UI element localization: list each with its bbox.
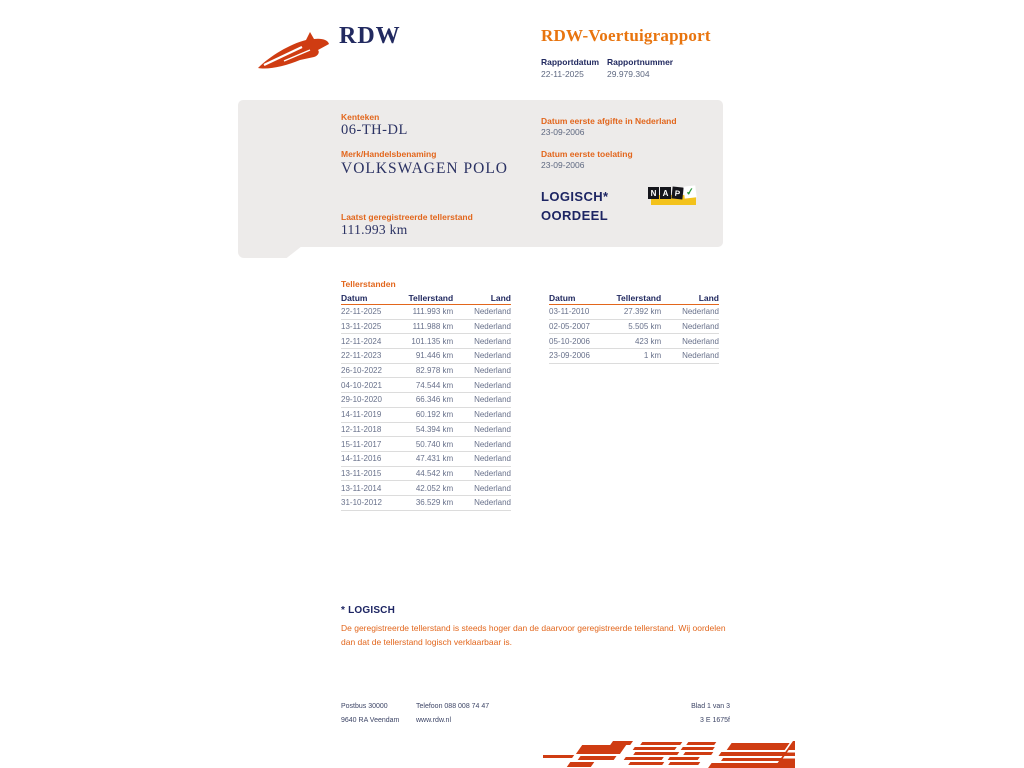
table-cell: 13-11-2025 xyxy=(341,322,382,332)
table-cell: 29-10-2020 xyxy=(341,395,382,405)
table-cell: 12-11-2024 xyxy=(341,336,382,346)
footer-meta xyxy=(600,700,730,728)
nap-logo xyxy=(648,185,698,210)
footer-phone: Telefoon 088 008 74 47 xyxy=(416,703,490,710)
afgifte-value: 23-09-2006 xyxy=(541,127,585,137)
nap-check-icon: ✓ xyxy=(685,186,695,198)
oordeel-line1: LOGISCH* xyxy=(541,189,609,204)
table-cell: Nederland xyxy=(474,322,511,332)
kenteken-label: Kenteken xyxy=(341,112,380,122)
nap-letter-a: A xyxy=(660,187,671,199)
table-cell: 14-11-2019 xyxy=(341,410,382,420)
table-row xyxy=(341,408,511,423)
table-cell: 54.394 km xyxy=(415,424,454,434)
rdw-logo-text: RDW xyxy=(339,23,401,49)
table-row xyxy=(341,437,511,452)
report-date-label: Rapportdatum xyxy=(541,57,600,67)
col-header-land: Land xyxy=(698,293,719,303)
table-cell: 05-10-2006 xyxy=(549,336,590,346)
table-cell: 12-11-2018 xyxy=(341,424,382,434)
table-cell: Nederland xyxy=(474,366,511,376)
table-cell: Nederland xyxy=(474,439,511,449)
table-cell: Nederland xyxy=(474,380,511,390)
footnote-text: De geregistreerde tellerstand is steeds hoger dan de daarvoor geregistreerde tellerstand. Wij oordelen dan dat de tellerstand logisch verklaarbaar is. xyxy=(341,623,726,647)
footer-address-line1: Postbus 30000 xyxy=(341,703,388,710)
table-cell: 60.192 km xyxy=(415,410,454,420)
table-cell: 111.988 km xyxy=(412,322,454,332)
table-body xyxy=(341,305,511,511)
table-cell: 27.392 km xyxy=(623,307,662,317)
merk-label: Merk/Handelsbenaming xyxy=(341,149,437,159)
rdw-deco-stripes-graphic xyxy=(543,741,795,768)
table-cell: Nederland xyxy=(474,336,511,346)
table-cell: Nederland xyxy=(474,483,511,493)
table-cell: Nederland xyxy=(682,307,719,317)
table-cell: 26-10-2022 xyxy=(341,366,382,376)
page-title: RDW-Voertuigrapport xyxy=(541,26,711,45)
report-number-label: Rapportnummer xyxy=(607,57,674,67)
col-header-datum: Datum xyxy=(549,293,576,303)
summary-box-tab xyxy=(238,246,302,258)
table-cell: 03-11-2010 xyxy=(549,307,590,317)
table-row xyxy=(341,320,511,335)
oordeel-line2: OORDEEL xyxy=(541,208,609,223)
col-header-land: Land xyxy=(490,293,511,303)
report-date-value: 22-11-2025 xyxy=(541,69,584,79)
table-row xyxy=(341,378,511,393)
tellerstanden-table-right xyxy=(549,291,719,364)
table-row xyxy=(341,305,511,320)
table-cell: 13-11-2014 xyxy=(341,483,382,493)
table-body xyxy=(549,305,719,364)
table-cell: 22-11-2023 xyxy=(341,351,382,361)
footer-form-code: 3 E 1675f xyxy=(700,717,730,724)
toelating-label: Datum eerste toelating xyxy=(541,149,633,159)
table-cell: Nederland xyxy=(474,351,511,361)
table-row xyxy=(549,334,719,349)
table-cell: 42.052 km xyxy=(415,483,454,493)
table-cell: Nederland xyxy=(474,498,511,508)
table-cell: 02-05-2007 xyxy=(549,322,590,332)
table-cell: Nederland xyxy=(474,468,511,478)
table-cell: Nederland xyxy=(474,307,511,317)
table-cell: 44.542 km xyxy=(415,468,454,478)
table-row xyxy=(341,452,511,467)
table-row xyxy=(549,305,719,320)
table-row xyxy=(341,481,511,496)
table-cell: 5.505 km xyxy=(628,322,662,332)
nap-letter-p: P xyxy=(671,186,683,199)
tables-title: Tellerstanden xyxy=(341,279,396,289)
table-cell: 36.529 km xyxy=(415,498,454,508)
table-row xyxy=(549,320,719,335)
table-header-row xyxy=(549,291,719,305)
table-cell: Nederland xyxy=(474,410,511,420)
rdw-bird-logo-icon xyxy=(256,30,332,74)
table-row xyxy=(341,467,511,482)
table-cell: 91.446 km xyxy=(415,351,454,361)
tellerstanden-table-left xyxy=(341,291,511,511)
table-cell: Nederland xyxy=(682,336,719,346)
table-cell: 74.544 km xyxy=(415,380,454,390)
table-cell: 50.740 km xyxy=(415,439,454,449)
table-cell: 111.993 km xyxy=(412,307,454,317)
table-row xyxy=(341,393,511,408)
kenteken-value: 06-TH-DL xyxy=(341,122,408,138)
footer-contact xyxy=(416,700,489,728)
table-row xyxy=(341,349,511,364)
footer-page-number: Blad 1 van 3 xyxy=(691,703,730,710)
afgifte-label: Datum eerste afgifte in Nederland xyxy=(541,116,677,126)
table-cell: Nederland xyxy=(474,395,511,405)
table-cell: 22-11-2025 xyxy=(341,307,382,317)
table-cell: 82.978 km xyxy=(415,366,454,376)
table-row xyxy=(341,334,511,349)
table-cell: 14-11-2016 xyxy=(341,454,382,464)
table-header-row xyxy=(341,291,511,305)
table-cell: Nederland xyxy=(474,454,511,464)
table-cell: 1 km xyxy=(643,351,662,361)
col-header-datum: Datum xyxy=(341,293,368,303)
nap-letter-n: N xyxy=(648,187,659,199)
table-cell: Nederland xyxy=(682,351,719,361)
tellerstand-value: 111.993 km xyxy=(341,222,408,237)
table-row xyxy=(341,364,511,379)
footer-website: www.rdw.nl xyxy=(416,717,452,724)
table-cell: 15-11-2017 xyxy=(341,439,382,449)
table-cell: Nederland xyxy=(682,322,719,332)
table-cell: 23-09-2006 xyxy=(549,351,590,361)
table-row xyxy=(341,496,511,511)
table-row xyxy=(341,423,511,438)
table-row xyxy=(549,349,719,364)
table-cell: 66.346 km xyxy=(415,395,454,405)
col-header-tellerstand: Tellerstand xyxy=(616,293,662,303)
col-header-tellerstand: Tellerstand xyxy=(408,293,454,303)
table-cell: 47.431 km xyxy=(415,454,454,464)
merk-value: VOLKSWAGEN POLO xyxy=(341,160,508,177)
report-number-value: 29.979.304 xyxy=(607,69,650,79)
table-cell: 04-10-2021 xyxy=(341,380,382,390)
table-cell: 423 km xyxy=(634,336,662,346)
table-cell: Nederland xyxy=(474,424,511,434)
toelating-value: 23-09-2006 xyxy=(541,160,585,170)
footer-address xyxy=(341,700,399,728)
table-cell: 31-10-2012 xyxy=(341,498,382,508)
tellerstand-label: Laatst geregistreerde tellerstand xyxy=(341,212,473,222)
table-cell: 13-11-2015 xyxy=(341,468,382,478)
footer-address-line2: 9640 RA Veendam xyxy=(341,717,400,724)
footnote-heading: * LOGISCH xyxy=(341,605,396,616)
table-cell: 101.135 km xyxy=(411,336,454,346)
